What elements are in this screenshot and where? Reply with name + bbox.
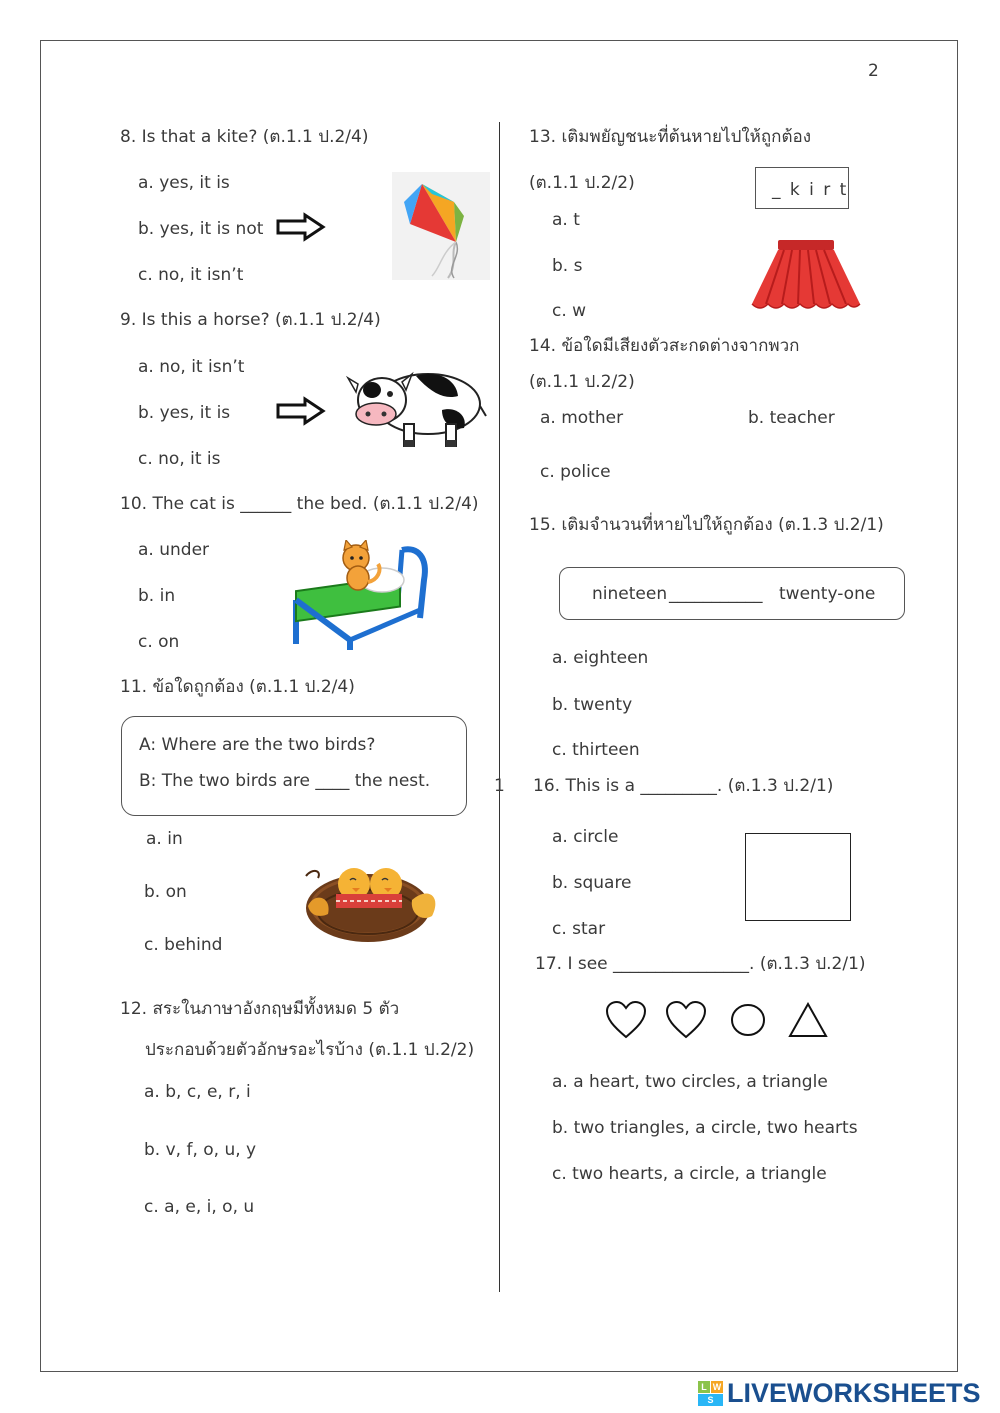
arrow-right-icon xyxy=(275,396,327,426)
column-divider xyxy=(499,122,500,1292)
option-a[interactable]: a. mother xyxy=(540,408,624,428)
option-b[interactable]: b. teacher xyxy=(748,408,835,428)
question-text: 17. I see ________________. (ต.1.3 ป.2/1) xyxy=(535,954,866,974)
option-a[interactable]: a. under xyxy=(138,540,210,560)
option-a[interactable]: a. in xyxy=(146,829,183,849)
question-text: 16. This is a _________. (ต.1.3 ป.2/1) xyxy=(533,776,834,796)
arrow-right-icon xyxy=(275,212,327,242)
page-number: 2 xyxy=(868,61,879,81)
question-text: 10. The cat is ______ the bed. (ต.1.1 ป.2/4) xyxy=(120,494,479,514)
option-c[interactable]: c. behind xyxy=(144,935,223,955)
dialog-line-a: A: Where are the two birds? xyxy=(139,735,376,755)
question-text: 8. Is that a kite? (ต.1.1 ป.2/4) xyxy=(120,127,369,147)
question-text: 11. ข้อใดถูกต้อง (ต.1.1 ป.2/4) xyxy=(120,677,355,697)
question-text-line-2: ประกอบด้วยตัวอักษรอะไรบ้าง (ต.1.1 ป.2/2) xyxy=(145,1040,475,1060)
option-c[interactable]: c. no, it isn’t xyxy=(138,265,244,285)
question-text: 13. เติมพยัญชนะที่ต้นหายไปให้ถูกต้อง xyxy=(529,127,812,147)
cat-on-bed-illustration xyxy=(290,540,432,652)
kite-illustration xyxy=(392,172,490,280)
option-a[interactable]: a. yes, it is xyxy=(138,173,230,193)
badge-letter-w: W xyxy=(712,1381,722,1392)
option-b[interactable]: b. twenty xyxy=(552,695,633,715)
stray-mark: 1 xyxy=(494,776,505,796)
option-b[interactable]: b. s xyxy=(552,256,583,276)
skirt-illustration xyxy=(748,238,864,314)
option-c[interactable]: c. police xyxy=(540,462,611,482)
option-b[interactable]: b. on xyxy=(144,882,187,902)
option-b[interactable]: b. v, f, o, u, y xyxy=(144,1140,257,1160)
option-b[interactable]: b. in xyxy=(138,586,176,606)
option-b[interactable]: b. yes, it is xyxy=(138,403,231,423)
cow-illustration xyxy=(346,366,488,450)
badge-letter-l: L xyxy=(698,1381,710,1393)
logo-text: LIVEWORKSHEETS xyxy=(727,1378,981,1408)
option-b[interactable]: b. two triangles, a circle, two hearts xyxy=(552,1118,858,1138)
option-c[interactable]: c. thirteen xyxy=(552,740,640,760)
option-c[interactable]: c. a, e, i, o, u xyxy=(144,1197,255,1217)
dialog-line-b: B: The two birds are ____ the nest. xyxy=(139,771,431,791)
question-code: (ต.1.1 ป.2/2) xyxy=(529,372,635,392)
heart-icon xyxy=(665,1000,707,1040)
option-c[interactable]: c. w xyxy=(552,301,587,321)
question-code: (ต.1.1 ป.2/2) xyxy=(529,173,635,193)
sequence-right: twenty-one xyxy=(779,584,876,604)
option-b[interactable]: b. square xyxy=(552,873,632,893)
birds-in-nest-illustration xyxy=(302,856,442,946)
question-text-line-1: 12. สระในภาษาอังกฤษมีทั้งหมด 5 ตัว xyxy=(120,999,400,1019)
option-a[interactable]: a. eighteen xyxy=(552,648,649,668)
heart-icon xyxy=(605,1000,647,1040)
option-c[interactable]: c. on xyxy=(138,632,180,652)
option-c[interactable]: c. two hearts, a circle, a triangle xyxy=(552,1164,827,1184)
sequence-left: nineteen xyxy=(592,584,668,604)
triangle-icon xyxy=(788,1002,828,1038)
option-c[interactable]: c. no, it is xyxy=(138,449,221,469)
option-c[interactable]: c. star xyxy=(552,919,606,939)
option-b[interactable]: b. yes, it is not xyxy=(138,219,264,239)
square-shape xyxy=(745,833,851,921)
sequence-blank[interactable]: ___________ xyxy=(669,584,763,604)
question-text: 15. เติมจำนวนที่หายไปให้ถูกต้อง (ต.1.3 ป.2/1) xyxy=(529,515,884,535)
badge-letter-s: S xyxy=(698,1394,723,1406)
circle-icon xyxy=(729,1002,767,1038)
liveworksheets-logo xyxy=(698,1380,981,1406)
logo-badge-icon xyxy=(698,1381,723,1406)
question-text: 14. ข้อใดมีเสียงตัวสะกดต่างจากพวก xyxy=(529,336,800,356)
option-a[interactable]: a. no, it isn’t xyxy=(138,357,245,377)
option-a[interactable]: a. b, c, e, r, i xyxy=(144,1082,251,1102)
question-text: 9. Is this a horse? (ต.1.1 ป.2/4) xyxy=(120,310,381,330)
dialog-box xyxy=(121,716,467,816)
option-a[interactable]: a. circle xyxy=(552,827,619,847)
word-box-text: _ k i r t xyxy=(772,180,849,200)
option-a[interactable]: a. a heart, two circles, a triangle xyxy=(552,1072,828,1092)
option-a[interactable]: a. t xyxy=(552,210,580,230)
